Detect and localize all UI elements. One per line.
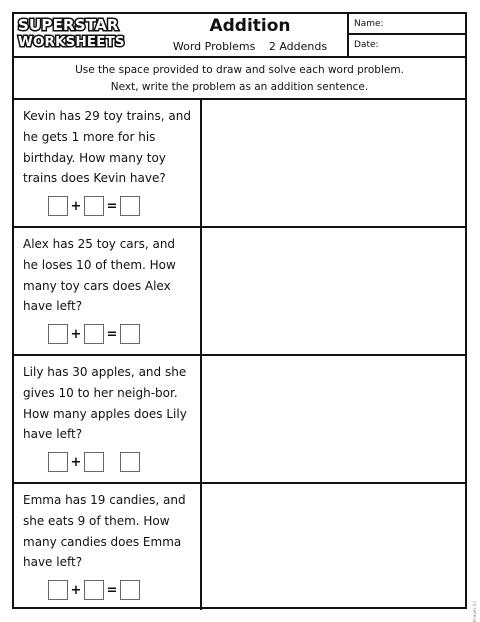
- problem-text: Kevin has 29 toy trains, and he gets 1 more for his birthday. How many toy trains does Kevin have?: [23, 109, 191, 186]
- page-title: Addition: [209, 16, 291, 36]
- logo-line-1: SUPERSTAR: [18, 16, 119, 34]
- addend-2-box[interactable]: [84, 580, 104, 600]
- instructions: [14, 58, 465, 100]
- addition-sentence: [48, 194, 140, 218]
- problem-text: Emma has 19 candies, and she eats 9 of them. How many candies does Emma have left?: [23, 493, 186, 570]
- problem-3: [14, 356, 465, 484]
- problem-4: [14, 484, 465, 610]
- sum-box[interactable]: [120, 324, 140, 344]
- addend-1-box[interactable]: [48, 452, 68, 472]
- date-field[interactable]: Date:: [354, 40, 379, 50]
- equals-sign: =: [106, 326, 118, 342]
- problem-text-cell: [14, 356, 202, 482]
- addend-1-box[interactable]: [48, 196, 68, 216]
- problem-text: Lily has 30 apples, and she gives 10 to her neigh-bor. How many apples does Lily have left?: [23, 365, 187, 442]
- image-credit: Images (c): [472, 601, 477, 622]
- problem-2: [14, 228, 465, 356]
- page-subtitle: [154, 40, 346, 53]
- problem-1: [14, 100, 465, 228]
- worksheet: [12, 12, 467, 609]
- subtitle-level: 2 Addends: [268, 40, 328, 53]
- problem-text-cell: [14, 484, 202, 610]
- sum-box[interactable]: [120, 580, 140, 600]
- title-block: [154, 14, 346, 56]
- addition-sentence: [48, 450, 140, 474]
- equals-sign: =: [106, 198, 118, 214]
- addend-2-box[interactable]: [84, 452, 104, 472]
- subtitle-topic: Word Problems: [172, 40, 256, 53]
- logo-line-2: WORKSHEETS: [18, 35, 125, 50]
- name-date-box: [347, 14, 465, 56]
- work-space[interactable]: [202, 100, 465, 226]
- superstar-worksheets-logo: [18, 17, 152, 53]
- work-space[interactable]: [202, 484, 465, 610]
- addition-sentence: [48, 322, 140, 346]
- equals-sign: =: [106, 582, 118, 598]
- plus-sign: +: [70, 326, 82, 342]
- plus-sign: +: [70, 454, 82, 470]
- problem-text-cell: [14, 100, 202, 226]
- addend-2-box[interactable]: [84, 324, 104, 344]
- addend-2-box[interactable]: [84, 196, 104, 216]
- addend-1-box[interactable]: [48, 580, 68, 600]
- header: [14, 14, 465, 58]
- addition-sentence: [48, 578, 140, 602]
- work-space[interactable]: [202, 228, 465, 354]
- name-field[interactable]: Name:: [349, 14, 465, 35]
- work-space[interactable]: [202, 356, 465, 482]
- plus-sign: +: [70, 198, 82, 214]
- plus-sign: +: [70, 582, 82, 598]
- instruction-line-1: Use the space provided to draw and solve each word problem.: [75, 64, 404, 76]
- sum-box[interactable]: [120, 452, 140, 472]
- addend-1-box[interactable]: [48, 324, 68, 344]
- sum-box[interactable]: [120, 196, 140, 216]
- problem-text: Alex has 25 toy cars, and he loses 10 of them. How many toy cars does Alex have left?: [23, 237, 176, 314]
- instruction-line-2: Next, write the problem as an addition sentence.: [110, 81, 369, 93]
- problem-text-cell: [14, 228, 202, 354]
